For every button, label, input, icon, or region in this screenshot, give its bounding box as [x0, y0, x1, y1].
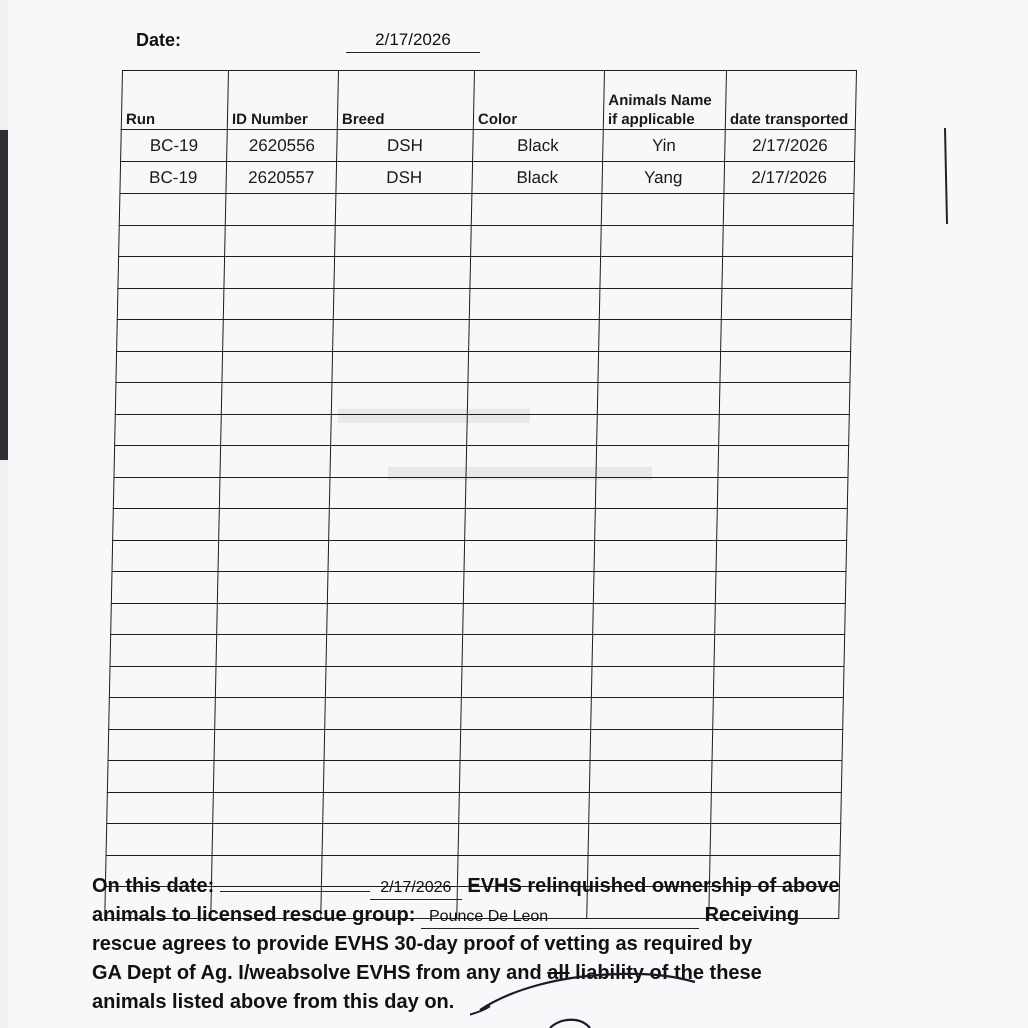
- empty-cell: [112, 540, 219, 572]
- empty-cell: [217, 603, 328, 635]
- empty-cell: [322, 824, 459, 856]
- empty-cell: [113, 509, 220, 541]
- empty-cell: [596, 446, 719, 478]
- empty-cell: [335, 225, 472, 257]
- empty-cell: [600, 257, 723, 289]
- statement-line: animals listed above from this day on.: [92, 991, 455, 1013]
- empty-cell: [468, 351, 599, 383]
- statement-text: EVHS relinquished ownership of above: [467, 875, 840, 897]
- empty-cell: [717, 509, 848, 541]
- empty-table-row: [113, 509, 848, 541]
- empty-cell: [594, 540, 717, 572]
- empty-cell: [459, 761, 590, 793]
- empty-cell: [462, 635, 593, 667]
- empty-cell: [109, 698, 216, 730]
- empty-cell: [118, 257, 225, 289]
- empty-cell: [469, 320, 600, 352]
- date-field: [136, 30, 496, 56]
- cell-animal-name: Yang: [602, 162, 725, 194]
- empty-cell: [213, 761, 324, 793]
- empty-cell: [113, 477, 220, 509]
- statement-date-value: 2/17/2026: [370, 877, 462, 900]
- empty-cell: [718, 446, 849, 478]
- empty-cell: [595, 509, 718, 541]
- empty-cell: [325, 698, 462, 730]
- cell-animal-name: Yin: [603, 130, 726, 162]
- empty-cell: [109, 666, 216, 698]
- empty-table-row: [107, 792, 842, 824]
- empty-cell: [599, 320, 722, 352]
- empty-cell: [119, 194, 226, 226]
- empty-cell: [107, 761, 214, 793]
- empty-table-row: [107, 761, 842, 793]
- empty-cell: [325, 666, 462, 698]
- empty-cell: [111, 572, 218, 604]
- rescue-group-name: Pounce De Leon: [421, 906, 699, 929]
- cell-color: Black: [473, 130, 604, 162]
- empty-cell: [110, 635, 217, 667]
- empty-cell: [723, 194, 854, 226]
- empty-cell: [712, 729, 843, 761]
- empty-cell: [719, 383, 850, 415]
- empty-table-row: [118, 257, 853, 289]
- empty-cell: [589, 792, 712, 824]
- empty-cell: [601, 225, 724, 257]
- empty-cell: [116, 351, 223, 383]
- empty-table-row: [115, 383, 850, 415]
- empty-cell: [715, 603, 846, 635]
- empty-cell: [461, 698, 592, 730]
- empty-cell: [459, 792, 590, 824]
- empty-cell: [334, 257, 471, 289]
- empty-cell: [225, 225, 336, 257]
- empty-cell: [713, 698, 844, 730]
- header-date-transported: date transported: [725, 71, 856, 130]
- signature-scribble: [470, 970, 710, 1028]
- statement-line: [92, 901, 912, 930]
- empty-table-row: [117, 288, 852, 320]
- cell-id-number: 2620557: [226, 162, 337, 194]
- empty-cell: [215, 666, 326, 698]
- empty-cell: [225, 194, 336, 226]
- statement-line: rescue agrees to provide EVHS 30-day proof of vetting as required by: [92, 933, 753, 955]
- empty-cell: [719, 414, 850, 446]
- header-animal-name: Animals Name if applicable: [603, 71, 726, 130]
- desk-edge: [0, 130, 8, 460]
- struck-word: all: [547, 962, 570, 984]
- empty-cell: [599, 288, 722, 320]
- empty-cell: [722, 257, 853, 289]
- empty-cell: [333, 320, 470, 352]
- empty-cell: [597, 414, 720, 446]
- empty-cell: [601, 194, 724, 226]
- empty-cell: [217, 572, 328, 604]
- header-id-number: ID Number: [227, 71, 338, 130]
- empty-cell: [715, 572, 846, 604]
- empty-cell: [117, 288, 224, 320]
- cell-color: Black: [472, 162, 603, 194]
- empty-cell: [471, 194, 602, 226]
- empty-cell: [328, 540, 465, 572]
- empty-cell: [331, 383, 468, 415]
- empty-table-row: [106, 824, 841, 856]
- empty-cell: [324, 729, 461, 761]
- empty-cell: [332, 351, 469, 383]
- empty-cell: [471, 225, 602, 257]
- date-value: 2/17/2026: [346, 30, 480, 53]
- statement-text: liability of the these: [575, 962, 762, 984]
- empty-table-row: [119, 194, 854, 226]
- empty-cell: [222, 351, 333, 383]
- empty-cell: [220, 446, 331, 478]
- empty-cell: [224, 257, 335, 289]
- empty-cell: [223, 288, 334, 320]
- empty-cell: [331, 414, 468, 446]
- empty-cell: [466, 446, 597, 478]
- empty-cell: [720, 351, 851, 383]
- empty-cell: [215, 698, 326, 730]
- empty-cell: [219, 509, 330, 541]
- table-header-row: [121, 71, 856, 130]
- empty-cell: [463, 572, 594, 604]
- empty-cell: [592, 635, 715, 667]
- empty-cell: [721, 288, 852, 320]
- empty-cell: [458, 824, 589, 856]
- header-run: Run: [121, 71, 228, 130]
- empty-cell: [108, 729, 215, 761]
- header-color: Color: [473, 71, 604, 130]
- empty-cell: [598, 351, 721, 383]
- empty-table-row: [110, 635, 845, 667]
- empty-cell: [469, 288, 600, 320]
- empty-cell: [223, 320, 334, 352]
- rescue-group-label: animals to licensed rescue group:: [92, 904, 416, 926]
- empty-cell: [588, 824, 711, 856]
- empty-table-row: [111, 603, 846, 635]
- empty-cell: [329, 509, 466, 541]
- empty-cell: [460, 729, 591, 761]
- empty-cell: [591, 698, 714, 730]
- empty-cell: [327, 603, 464, 635]
- table-row: [120, 162, 855, 194]
- empty-cell: [221, 383, 332, 415]
- empty-cell: [710, 824, 841, 856]
- empty-cell: [335, 194, 472, 226]
- empty-cell: [465, 477, 596, 509]
- cell-run: BC-19: [121, 130, 228, 162]
- statement-line: [92, 872, 912, 901]
- empty-cell: [467, 383, 598, 415]
- empty-cell: [589, 761, 712, 793]
- empty-cell: [714, 635, 845, 667]
- empty-cell: [711, 761, 842, 793]
- empty-cell: [461, 666, 592, 698]
- cell-date-transported: 2/17/2026: [725, 130, 856, 162]
- empty-cell: [333, 288, 470, 320]
- empty-cell: [595, 477, 718, 509]
- empty-cell: [213, 792, 324, 824]
- cell-date-transported: 2/17/2026: [724, 162, 855, 194]
- empty-cell: [106, 824, 213, 856]
- show-through-text: ▬▬▬▬▬▬: [388, 441, 652, 490]
- empty-cell: [721, 320, 852, 352]
- statement-date-label: On this date:: [92, 875, 215, 897]
- cell-id-number: 2620556: [227, 130, 338, 162]
- empty-table-row: [109, 698, 844, 730]
- empty-cell: [216, 635, 327, 667]
- empty-table-row: [109, 666, 844, 698]
- cell-breed: DSH: [337, 130, 474, 162]
- empty-cell: [115, 383, 222, 415]
- empty-cell: [219, 477, 330, 509]
- empty-cell: [713, 666, 844, 698]
- empty-cell: [111, 603, 218, 635]
- show-through-text: ▬▬▬▬: [338, 381, 530, 434]
- empty-cell: [119, 225, 226, 257]
- table-row: [121, 130, 856, 162]
- empty-table-row: [114, 446, 849, 478]
- empty-cell: [107, 792, 214, 824]
- empty-cell: [723, 225, 854, 257]
- empty-cell: [218, 540, 329, 572]
- empty-cell: [597, 383, 720, 415]
- empty-cell: [323, 792, 460, 824]
- empty-table-row: [113, 477, 848, 509]
- margin-pen-mark: [942, 128, 950, 228]
- header-breed: Breed: [337, 71, 474, 130]
- empty-table-row: [115, 414, 850, 446]
- empty-cell: [327, 572, 464, 604]
- empty-cell: [323, 761, 460, 793]
- empty-table-row: [119, 225, 854, 257]
- empty-cell: [114, 446, 221, 478]
- date-label: Date:: [136, 30, 182, 50]
- empty-cell: [716, 540, 847, 572]
- empty-table-row: [108, 729, 843, 761]
- statement-text: GA Dept of Ag. I/weabsolve EVHS from any and: [92, 962, 542, 984]
- empty-cell: [115, 414, 222, 446]
- empty-cell: [590, 729, 713, 761]
- empty-cell: [463, 603, 594, 635]
- empty-cell: [711, 792, 842, 824]
- empty-cell: [464, 540, 595, 572]
- empty-table-row: [116, 351, 851, 383]
- statement-text: Receiving: [704, 904, 800, 926]
- empty-cell: [117, 320, 224, 352]
- empty-table-row: [112, 540, 847, 572]
- empty-cell: [221, 414, 332, 446]
- empty-cell: [214, 729, 325, 761]
- empty-cell: [470, 257, 601, 289]
- cell-breed: DSH: [336, 162, 473, 194]
- date-blank-line: [220, 873, 370, 892]
- empty-cell: [326, 635, 463, 667]
- empty-cell: [467, 414, 598, 446]
- empty-cell: [593, 572, 716, 604]
- empty-cell: [465, 509, 596, 541]
- transfer-log-table: [104, 70, 857, 919]
- empty-cell: [717, 477, 848, 509]
- empty-cell: [212, 824, 323, 856]
- empty-table-row: [111, 572, 846, 604]
- empty-cell: [329, 477, 466, 509]
- empty-cell: [591, 666, 714, 698]
- empty-cell: [330, 446, 467, 478]
- empty-table-row: [117, 320, 852, 352]
- empty-cell: [593, 603, 716, 635]
- cell-run: BC-19: [120, 162, 227, 194]
